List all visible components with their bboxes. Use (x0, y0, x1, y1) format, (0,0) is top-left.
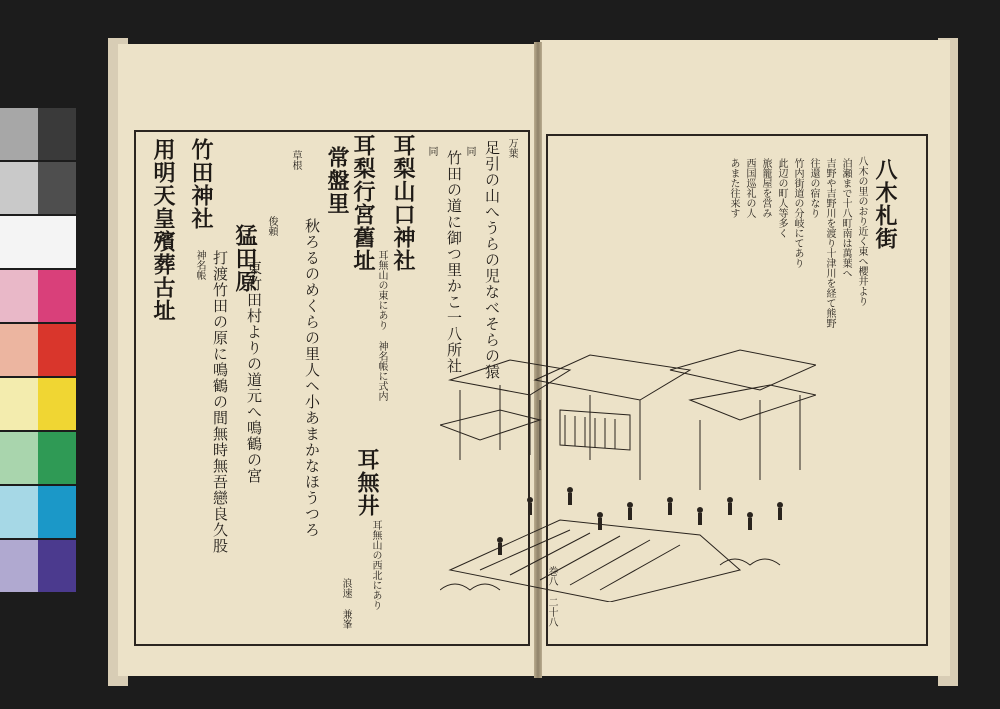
page-number: 巻八 二十八 (546, 566, 557, 627)
title-miminashi-well: 耳無井 (354, 448, 380, 517)
street-scene-illustration (440, 340, 816, 602)
text-column: 此辺の町人等多く (776, 158, 787, 238)
text-column: 八木の里のおり近く東へ櫻井より (856, 156, 867, 306)
title-yagi-fudanotsuji: 八木札街 (872, 158, 898, 250)
text-column: あまた往来す (728, 158, 739, 218)
label-same: 同 (426, 146, 437, 156)
title-miminashi-yamaguchi: 耳梨山口神社 (390, 134, 416, 272)
text-column: 足引の山へうらの児なべそらの猿 (483, 140, 501, 380)
color-checker (0, 108, 78, 594)
title-tokiwa: 常盤里 (324, 146, 350, 215)
text-column: 耳無山の東にあり 神名帳に式内 (376, 250, 387, 401)
label-jinmyocho: 神名帳 (194, 250, 205, 280)
text-column: 吉野や吉野川を渡り十津川を経て熊野 (824, 158, 835, 328)
text-column: 打渡竹田の原に鳴鶴の間無時無吾戀良久股 (211, 250, 229, 554)
label-kusane: 草根 (290, 150, 301, 170)
text-column: 西国巡礼の人 (744, 158, 755, 218)
title-takeda-shrine: 竹田神社 (188, 138, 214, 230)
text-column: 竹内街道の分岐にてあり (792, 158, 803, 268)
label-same: 同 (464, 146, 475, 156)
text-column: 秋ろるのめくらの里人ヘ小あまかなほうつろ (303, 218, 321, 538)
text-column: 往還の宿なり (808, 158, 819, 218)
label-toshiyori: 俊頼 (266, 216, 277, 236)
title-miminashi-angu: 耳梨行宮舊址 (350, 134, 376, 272)
text-column: 泊瀬まで十八町南は萬葉へ (840, 158, 851, 278)
label-manyo: 万葉 (506, 138, 517, 158)
title-takeda-hara: 猛田原 (232, 224, 258, 293)
text-column: 東竹田村よりの道元へ鳴鶴の宮 (245, 260, 263, 484)
text-column: 竹田の道に御つ里かこ一八所社 (445, 150, 463, 374)
title-yomei-tomb: 用明天皇殯葬古址 (150, 138, 176, 322)
text-column: 旅籠屋を営み (760, 158, 771, 218)
text-column: 耳無山の西北にあり (370, 520, 381, 610)
footer-note: 浪速 兼峯 (340, 578, 351, 629)
